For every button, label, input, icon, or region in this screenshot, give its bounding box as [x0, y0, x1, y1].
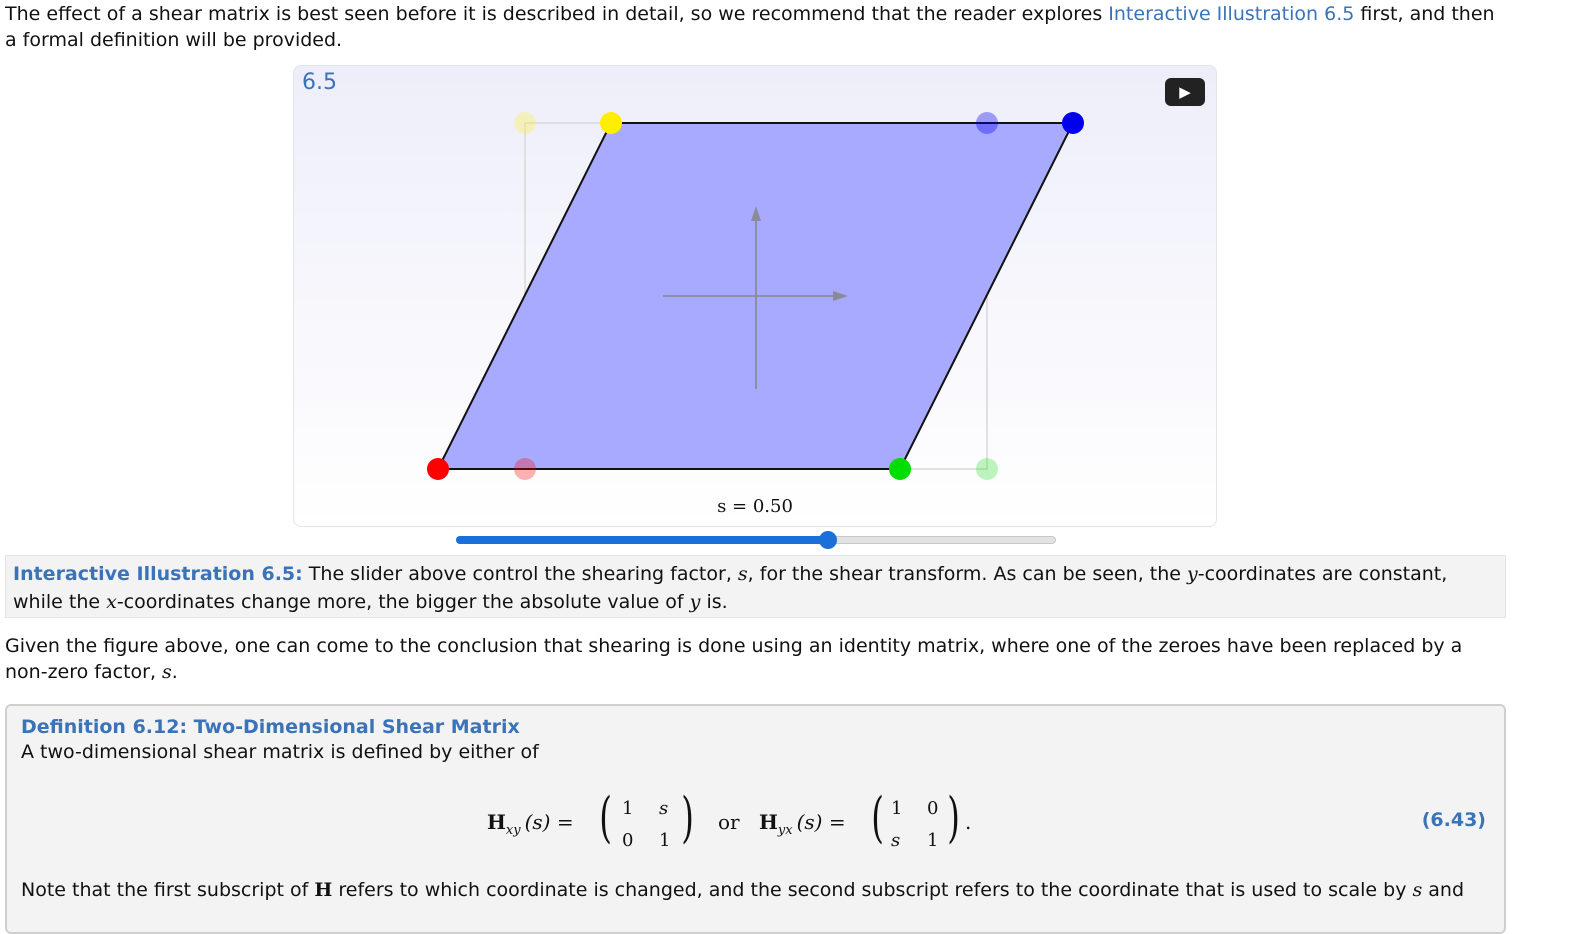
eq-lhs1: $H_{xy}$ (s) = — [487, 810, 574, 838]
caption-var-y: y — [1187, 563, 1198, 585]
shear-matrix-equation — [487, 788, 1007, 854]
definition-title: Definition 6.12: Two-Dimensional Shear Matrix — [21, 716, 520, 738]
caption-text: , for the shear transform. As can be seen, the — [747, 563, 1188, 585]
caption-var-y: y — [689, 591, 701, 613]
note-text: refers to which coordinate is changed, and the second subscript refers to the coordinate that is used to scale by — [332, 879, 1413, 901]
matrix2-right-paren: ) — [947, 786, 960, 849]
matrix2-cell: 0 — [927, 798, 939, 819]
intro-text: The effect of a shear matrix is best seen before it is described in detail, so we recommend that the reader explores — [5, 3, 1109, 25]
matrix2-cell: 1 — [891, 798, 903, 819]
caption-var-s: s — [737, 563, 748, 585]
red-handle — [427, 458, 449, 480]
shear-canvas — [294, 66, 1217, 527]
matrix1-right-paren: ) — [681, 786, 694, 849]
shear-factor-readout: s = 0.50 — [717, 496, 793, 517]
definition-box — [5, 704, 1506, 934]
note-s: s — [1412, 879, 1423, 901]
given-var-s: s — [162, 661, 172, 683]
caption-text: -coordinates change more, the bigger the absolute value of — [116, 591, 690, 613]
caption-text: The slider above control the shearing factor, — [302, 563, 738, 585]
matrix1-cell: s — [659, 798, 669, 819]
matrix2-left-paren: ( — [871, 786, 884, 849]
definition-text: A two-dimensional shear matrix is defined by either of — [21, 741, 539, 763]
definition-note — [21, 877, 1481, 903]
matrix1-cell: 1 — [659, 830, 671, 851]
shear-factor-slider[interactable] — [456, 533, 1056, 549]
given-text: Given the figure above, one can come to the conclusion that shearing is done using an identity matrix, where one of the zeroes have been replaced by a non-zero factor, — [5, 635, 1463, 683]
matrix1-cell: 1 — [622, 798, 634, 819]
note-text: Note that the first subscript of — [21, 879, 315, 901]
eq-or: or — [718, 810, 740, 834]
matrix2-cell: 1 — [927, 830, 939, 851]
matrix1-left-paren: ( — [599, 786, 612, 849]
slider-thumb[interactable] — [819, 531, 837, 549]
interactive-illustration[interactable] — [293, 65, 1217, 527]
intro-paragraph — [5, 1, 1505, 53]
eq-period: . — [965, 810, 972, 834]
original-blue-point — [976, 112, 998, 134]
green-handle — [889, 458, 911, 480]
caption-text: -coordinates are constant, while the — [13, 563, 1448, 613]
note-H: H — [314, 879, 333, 901]
caption-text: is. — [700, 591, 728, 613]
blue-handle — [1062, 112, 1084, 134]
caption-label: Interactive Illustration 6.5: — [13, 563, 303, 585]
play-icon: ▶ — [1179, 83, 1191, 101]
intro-text-end: first, and then a formal definition will be provided. — [5, 3, 1495, 51]
original-yellow-point — [514, 112, 536, 134]
matrix1-cell: 0 — [622, 830, 634, 851]
equation-number: (6.43) — [1421, 809, 1486, 831]
matrix2-cell: s — [891, 830, 901, 851]
slider-fill — [456, 536, 828, 544]
illustration-caption — [5, 555, 1506, 618]
eq-lhs2: $H_{yx}$ (s) = — [759, 810, 846, 838]
original-red-point — [514, 458, 536, 480]
caption-var-x: x — [106, 591, 117, 613]
figure-number: 6.5 — [302, 70, 337, 95]
yellow-handle — [600, 112, 622, 134]
illustration-link[interactable]: Interactive Illustration 6.5 — [1108, 3, 1355, 25]
note-text: and — [1422, 879, 1465, 901]
original-green-point — [976, 458, 998, 480]
given-end: . — [171, 661, 178, 683]
given-paragraph — [5, 633, 1505, 685]
